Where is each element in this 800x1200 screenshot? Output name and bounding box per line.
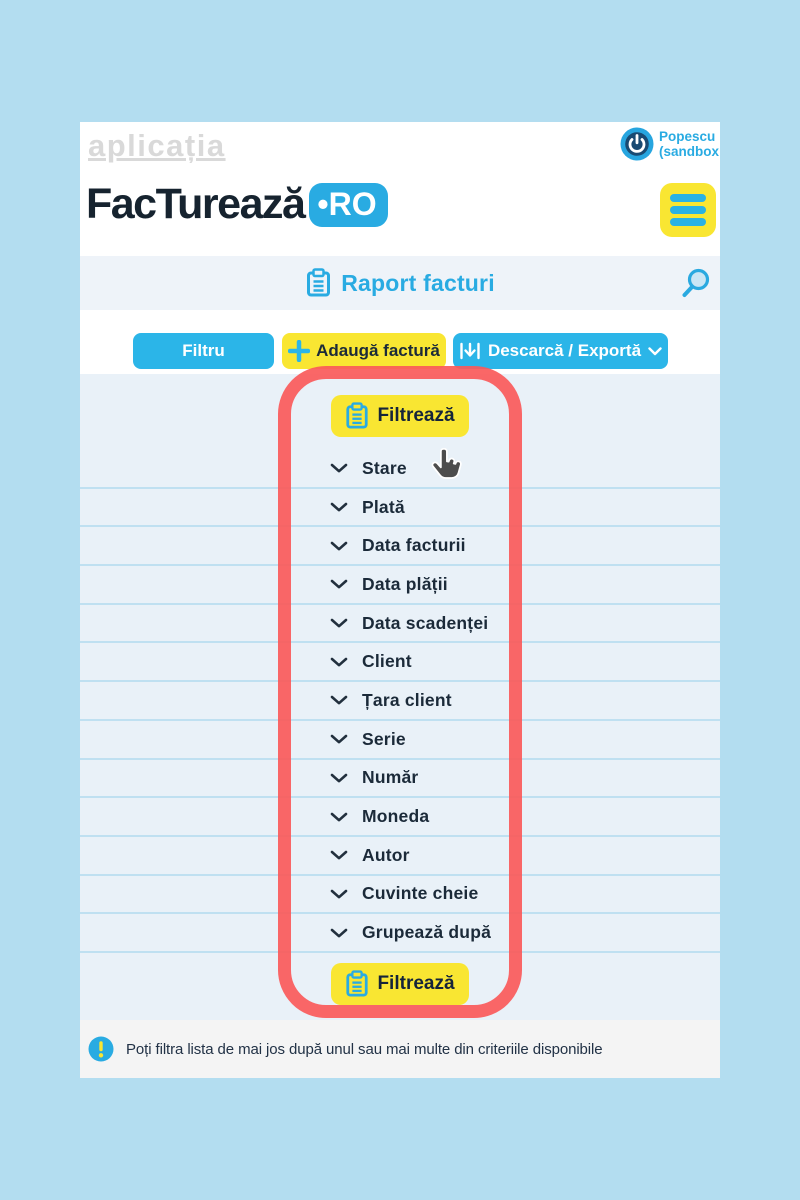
- filter-criterion-row[interactable]: [80, 643, 720, 682]
- chevron-down-icon: [330, 579, 348, 589]
- filter-criterion-label: Data facturii: [362, 535, 466, 556]
- filter-criterion-row[interactable]: [80, 760, 720, 799]
- filter-criterion-row[interactable]: [80, 798, 720, 837]
- logout-button[interactable]: [619, 126, 655, 162]
- filter-criterion-label: Moneda: [362, 806, 430, 827]
- filter-criterion-label: Grupează după: [362, 922, 492, 943]
- chevron-down-icon: [330, 734, 348, 744]
- chevron-down-icon: [330, 850, 348, 860]
- filter-criterion-label: Cuvinte cheie: [362, 883, 479, 904]
- apply-filter-label: Filtrează: [377, 972, 455, 994]
- chevron-down-icon: [648, 347, 662, 356]
- info-bar: [80, 1020, 720, 1078]
- search-button[interactable]: [680, 267, 712, 299]
- chevron-down-icon: [330, 928, 348, 938]
- add-invoice-label: Adaugă factură: [316, 341, 440, 360]
- user-account-label[interactable]: [659, 129, 719, 159]
- power-icon: [619, 126, 655, 162]
- filter-toggle-label: Filtru: [182, 341, 225, 360]
- brand-logo-text: FacTurează: [86, 180, 305, 228]
- chevron-down-icon: [330, 773, 348, 783]
- chevron-down-icon: [330, 502, 348, 512]
- apply-filter-button-top[interactable]: [331, 395, 468, 437]
- filter-criterion-label: Stare: [362, 457, 407, 478]
- filter-criteria-list: [80, 450, 720, 953]
- filter-criterion-label: Număr: [362, 767, 419, 788]
- info-exclamation-icon: [88, 1036, 114, 1062]
- chevron-down-icon: [330, 463, 348, 473]
- download-export-button[interactable]: [453, 333, 668, 369]
- filter-criterion-row[interactable]: [80, 450, 720, 489]
- filter-criterion-row[interactable]: [80, 721, 720, 760]
- app-window: [80, 122, 720, 1078]
- clipboard-icon: [345, 970, 369, 998]
- add-invoice-button[interactable]: [282, 333, 446, 369]
- clipboard-icon: [345, 402, 369, 430]
- chevron-down-icon: [330, 541, 348, 551]
- chevron-down-icon: [330, 618, 348, 628]
- chevron-down-icon: [330, 657, 348, 667]
- filter-criterion-label: Data plății: [362, 573, 448, 594]
- search-icon: [680, 267, 712, 299]
- filter-toggle-button[interactable]: [133, 333, 274, 369]
- brand-logo-badge: •RO: [309, 183, 387, 227]
- filter-criterion-row[interactable]: [80, 876, 720, 915]
- user-environment: (sandbox: [659, 144, 720, 159]
- filter-criterion-label: Client: [362, 651, 412, 672]
- chevron-down-icon: [330, 695, 348, 705]
- filter-criterion-row[interactable]: [80, 682, 720, 721]
- filter-criterion-row[interactable]: [80, 489, 720, 528]
- download-icon: [459, 342, 481, 360]
- filter-panel: [80, 374, 720, 1020]
- filter-criterion-row[interactable]: [80, 914, 720, 953]
- info-message: Poți filtra lista de mai jos după unul sau mai multe din criteriile disponibile: [126, 1040, 603, 1058]
- filter-criterion-label: Autor: [362, 844, 410, 865]
- plus-icon: [288, 340, 310, 362]
- filter-criterion-row[interactable]: [80, 527, 720, 566]
- filter-criterion-label: Țara client: [362, 689, 452, 710]
- filter-criterion-label: Plată: [362, 496, 405, 517]
- user-name: Popescu: [659, 129, 716, 144]
- filter-criterion-row[interactable]: [80, 566, 720, 605]
- hamburger-menu-icon: [670, 194, 706, 202]
- chevron-down-icon: [330, 889, 348, 899]
- page-title: Raport facturi: [341, 269, 495, 296]
- filter-criterion-label: Serie: [362, 728, 406, 749]
- page-title-bar: [80, 256, 720, 310]
- brand-logo[interactable]: [86, 180, 388, 229]
- toolbar: [80, 310, 720, 374]
- app-wordmark: aplicația: [88, 128, 226, 163]
- clipboard-icon: [305, 268, 332, 298]
- chevron-down-icon: [330, 812, 348, 822]
- download-export-label: Descarcă / Exportă: [487, 341, 642, 360]
- filter-criterion-label: Data scadenței: [362, 612, 489, 633]
- hamburger-menu-button[interactable]: [660, 183, 716, 237]
- apply-filter-label: Filtrează: [377, 405, 455, 426]
- apply-filter-button-bottom[interactable]: [331, 963, 468, 1005]
- filter-criterion-row[interactable]: [80, 605, 720, 644]
- filter-criterion-row[interactable]: [80, 837, 720, 876]
